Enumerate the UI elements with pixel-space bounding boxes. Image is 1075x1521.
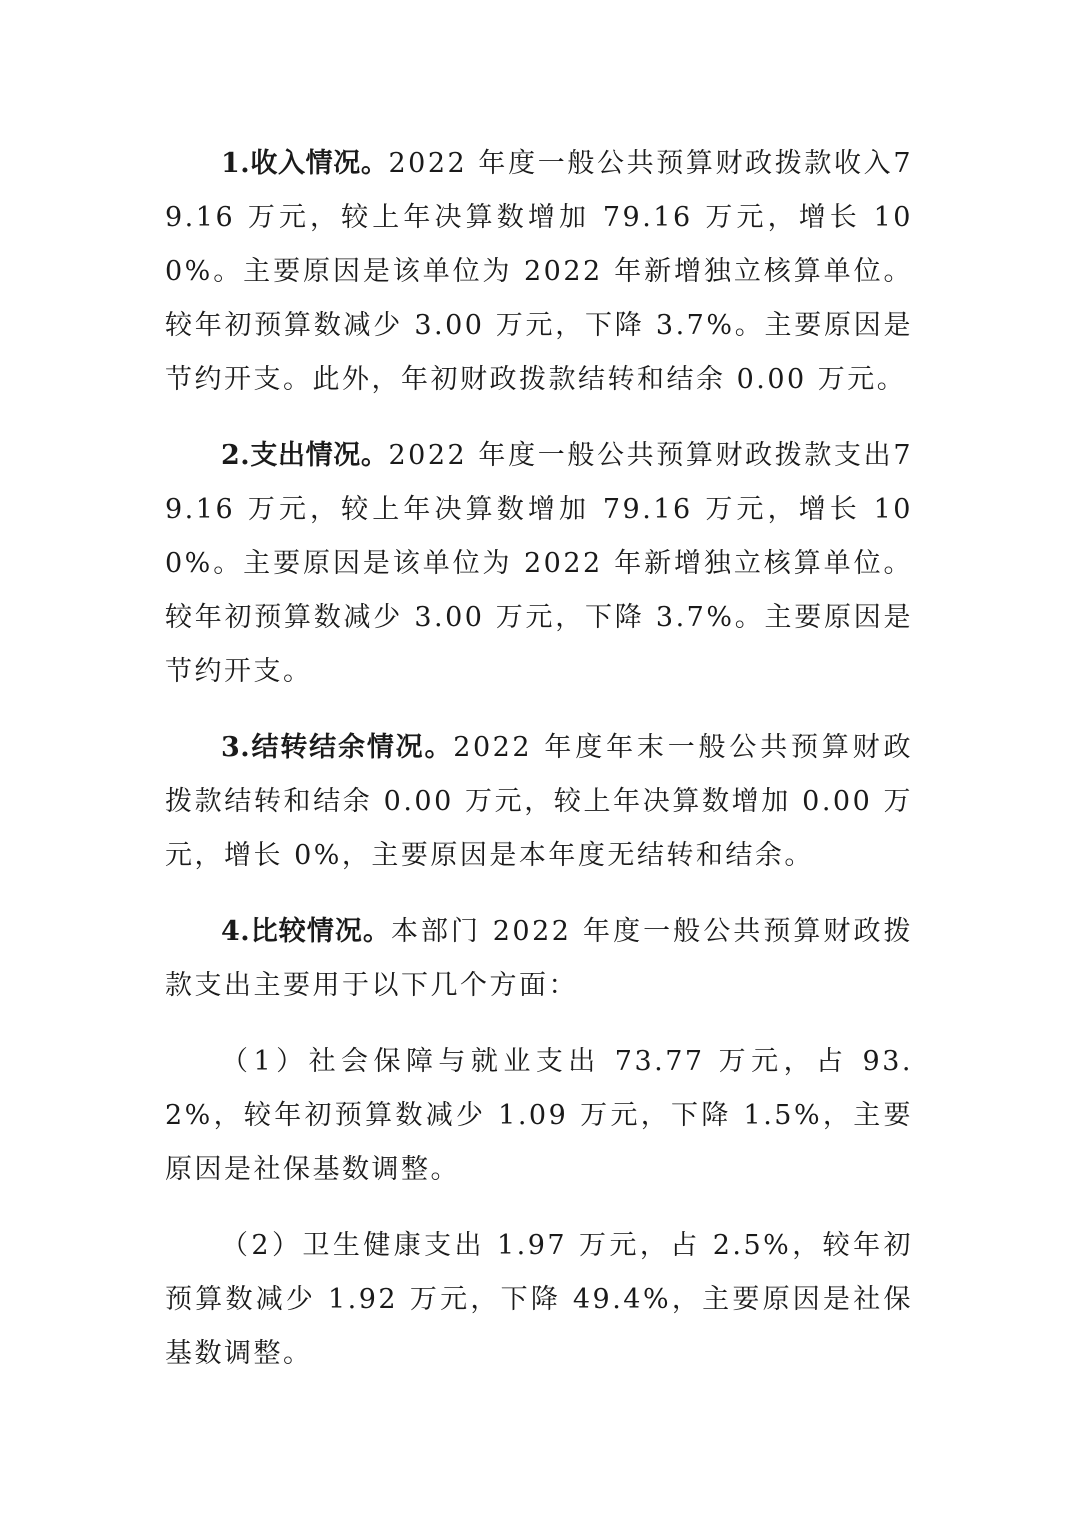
list-item-social-security (165, 1035, 913, 1197)
paragraph-comparison (165, 905, 913, 1013)
section-heading-carryover: 3.结转结余情况。 (221, 732, 454, 763)
list-item-health-text: （2）卫生健康支出 1.97 万元，占 2.5%，较年初预算数减少 1.92 万元，下降 49.4%，主要原因是社保基数调整。 (165, 1230, 913, 1369)
section-heading-income: 1.收入情况。 (221, 148, 389, 179)
paragraph-expenditure (165, 429, 913, 699)
section-body-expenditure: 2022 年度一般公共预算财政拨款支出79.16 万元，较上年决算数增加 79.16 万元，增长 100%。主要原因是该单位为 2022 年新增独立核算单位。较年初预算数减少 3.00 万元，下降 3.7%。主要原因是节约开支。 (165, 440, 913, 687)
section-heading-expenditure: 2.支出情况。 (221, 440, 389, 471)
section-heading-comparison: 4.比较情况。 (221, 916, 391, 947)
document-page (165, 137, 913, 1403)
list-item-health (165, 1219, 913, 1381)
section-body-carryover: 2022 年度年末一般公共预算财政拨款结转和结余 0.00 万元，较上年决算数增加 0.00 万元，增长 0%，主要原因是本年度无结转和结余。 (165, 732, 914, 871)
section-body-income: 2022 年度一般公共预算财政拨款收入79.16 万元，较上年决算数增加 79.16 万元，增长 100%。主要原因是该单位为 2022 年新增独立核算单位。较年初预算数减少 3.00 万元，下降 3.7%。主要原因是节约开支。此外，年初财政拨款结转和结余 0.00 万元。 (165, 148, 913, 395)
section-body-comparison: 本部门 2022 年度一般公共预算财政拨款支出主要用于以下几个方面： (165, 916, 913, 1001)
list-item-social-security-text: （1）社会保障与就业支出 73.77 万元，占 93.2%，较年初预算数减少 1.09 万元，下降 1.5%，主要原因是社保基数调整。 (165, 1046, 913, 1185)
paragraph-income (165, 137, 913, 407)
paragraph-carryover (165, 721, 913, 883)
